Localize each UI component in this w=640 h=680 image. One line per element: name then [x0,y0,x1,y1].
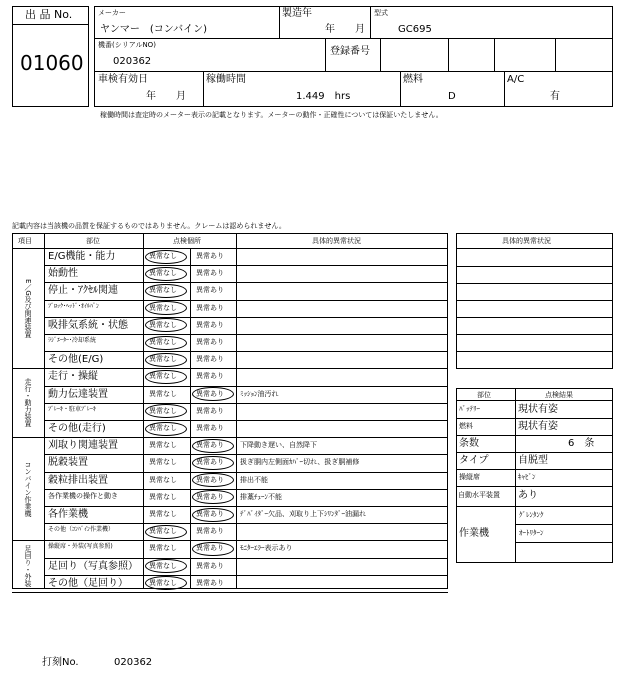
r-fuel-value: 現状有姿 [518,421,558,432]
check-normal: 異常なし [149,389,177,398]
check-abnormal: 異常あり [196,372,224,381]
serial-label: 機番(シリアルNO) [98,41,156,49]
oval-abnormal [192,508,234,522]
check-normal: 異常なし [149,475,177,484]
check-normal: 異常なし [149,406,177,415]
row-part: E/G機能・能力 [48,251,116,262]
row-part: 刈取り関連装置 [48,440,118,452]
model-label: 型式 [374,9,388,17]
row-detail: ﾓﾆﾀｰｴﾗｰ表示あり [240,544,293,553]
oval-abnormal [192,542,234,556]
oval-abnormal [192,456,234,470]
oval-abnormal [192,439,234,453]
oval-normal [145,353,187,367]
row-part: 停止・ｱｸｾﾙ関連 [48,285,118,297]
row-part: 各作業機 [48,509,88,520]
serial-value: 020362 [113,56,152,67]
battery-value: 現状有姿 [518,404,558,415]
oval-normal [145,250,187,264]
inspection-label: 車検有効日 [98,74,148,85]
oval-normal [145,336,187,350]
check-abnormal: 異常あり [196,544,224,553]
result-col-part: 部位 [477,391,491,399]
check-normal: 異常なし [149,303,177,312]
seat-label: 操縦席 [459,473,480,481]
row-part: ﾗｼﾞｴｰﾀｰ･冷却系統 [48,337,97,344]
oval-normal [145,370,187,384]
r-fuel-label: 燃料 [459,422,473,430]
check-abnormal: 異常あり [196,389,224,398]
check-abnormal: 異常あり [196,286,224,295]
type-value: 自脱型 [518,455,548,466]
check-abnormal: 異常あり [196,424,224,432]
result-col-result: 点検結果 [545,391,573,399]
check-normal: 異常なし [149,458,177,467]
check-abnormal: 異常あり [196,406,224,415]
registration-label: 登録番号 [330,46,370,57]
row-detail: 下降動き遅い、自然降下 [240,441,317,450]
battery-label: ﾊﾞｯﾃﾘｰ [459,405,480,413]
check-normal: 異常なし [149,338,177,346]
check-normal: 異常なし [149,578,177,587]
row-part: ﾌﾞﾛｯｸ･ﾍｯﾄﾞ･ｵｲﾙﾊﾟﾝ [48,302,100,310]
col-detail: 具体的異常状況 [312,237,361,245]
row-part: その他(E/G) [48,354,104,366]
fuel-value: D [448,91,456,102]
year-unit: 年 月 [325,24,365,35]
oval-abnormal [192,473,234,487]
ac-value: 有 [550,91,560,102]
group-label: 足回り・外装 [24,545,32,588]
row-part: 穀粒排出装置 [48,474,108,486]
check-abnormal: 異常あり [196,269,224,278]
implement-2: ｵｰﾄﾘﾀｰﾝ [519,529,544,537]
seat-value: ｷｬﾋﾞﾝ [518,473,536,481]
check-normal: 異常なし [149,527,177,536]
inspection-unit: 年 月 [146,91,186,102]
ac-label: A/C [507,74,525,85]
row-part: 始動性 [48,268,78,280]
col-check: 点検個所 [173,237,201,245]
model-value: GC695 [398,24,432,35]
check-abnormal: 異常あり [196,303,224,312]
check-abnormal: 異常あり [196,475,224,484]
group-label: E／G及び関連装置 [24,278,32,338]
group-label: 走行・動力装置 [24,378,32,428]
check-normal: 異常なし [149,252,177,260]
check-abnormal: 異常あり [196,510,224,518]
item-no: 01060 [20,51,84,75]
check-normal: 異常なし [149,355,177,364]
row-detail: ﾃﾞﾊﾞｲﾀﾞｰ欠品、刈取り上下ｼﾘﾝﾀﾞｰ油漏れ [240,510,366,518]
disclaimer: 記載内容は当該機の品質を保証するものではありません。クレームは認められません。 [12,222,286,230]
implement-label: 作業機 [459,528,489,539]
check-normal: 異常なし [149,492,177,501]
check-normal: 異常なし [149,561,177,570]
rows-label: 条数 [459,438,479,449]
check-abnormal: 異常あり [196,355,224,364]
hours-note: 稼働時間は査定時のメーター表示の記載となります。メーターの動作・正確性については保証いたしません。 [100,111,443,119]
row-part: 走行・操縦 [48,371,98,383]
implement-1: ｸﾞﾚﾝﾀﾝｸ [519,511,544,519]
row-detail: 排藁ﾁｪｰﾝ不能 [240,492,282,501]
oval-normal [145,525,187,539]
check-abnormal: 異常あり [196,320,224,329]
check-normal: 異常なし [149,320,177,329]
oval-abnormal [192,387,234,401]
row-detail: 排出不能 [240,475,268,484]
stamp-label: 打刻No. [42,657,79,668]
item-no-label: 出 品 No. [25,8,73,21]
check-abnormal: 異常あり [196,338,224,346]
row-part: 脱穀装置 [48,457,88,469]
row-part: 吸排気系統・状態 [48,319,128,331]
check-normal: 異常なし [149,286,177,295]
check-abnormal: 異常あり [196,441,224,450]
hours-label: 稼働時間 [206,74,246,85]
check-abnormal: 異常あり [196,561,224,570]
oval-normal [145,267,187,281]
level-label: 自動水平装置 [458,491,500,499]
row-part: その他(走行) [48,423,106,434]
stamp-value: 020362 [114,657,153,668]
row-part: ﾌﾞﾚｰｷ・駐車ﾌﾞﾚｰｷ [48,405,97,413]
row-part: 足回り（写真参照） [48,560,138,572]
row-part: その他（ｺﾝﾊﾞｲﾝ作業機） [48,526,115,534]
row-part: その他（足回り） [48,577,128,589]
right-detail-table [456,233,613,369]
check-normal: 異常なし [149,544,177,553]
check-normal: 異常なし [149,424,177,432]
fuel-label: 燃料 [403,74,423,85]
check-abnormal: 異常あり [196,252,224,260]
row-part: 操縦席・外装(写真参照) [48,543,113,551]
year-label: 製造年 [282,8,312,19]
oval-normal [145,559,187,573]
row-part: 各作業機の操作と動き [48,491,118,500]
oval-normal [145,422,187,436]
col-item: 項目 [18,237,32,245]
check-abnormal: 異常あり [196,527,224,536]
check-normal: 異常なし [149,372,177,381]
check-normal: 異常なし [149,510,177,518]
check-abnormal: 異常あり [196,492,224,501]
check-abnormal: 異常あり [196,578,224,587]
rows-value: 6 条 [568,438,595,449]
col-part: 部位 [86,237,100,245]
maker-value: ヤンマー (コンバイン) [100,24,208,35]
maker-label: メーカー [98,9,126,17]
check-normal: 異常なし [149,441,177,450]
type-label: タイプ [459,455,489,466]
check-abnormal: 異常あり [196,458,224,467]
level-value: あり [518,490,538,501]
oval-normal [145,284,187,298]
hours-value: 1.449 hrs [296,91,351,102]
row-detail: ﾐｯｼｮﾝ油汚れ [240,389,279,398]
row-detail: 扱ぎ胴内左側面ｶﾊﾞｰ切れ、扱ぎ胴補修 [240,458,360,467]
check-normal: 異常なし [149,269,177,278]
right-detail-header: 具体的異常状況 [502,237,551,245]
oval-normal [145,301,187,315]
group-label: コンバイン作業機 [24,460,32,517]
row-part: 動力伝達装置 [48,388,108,400]
